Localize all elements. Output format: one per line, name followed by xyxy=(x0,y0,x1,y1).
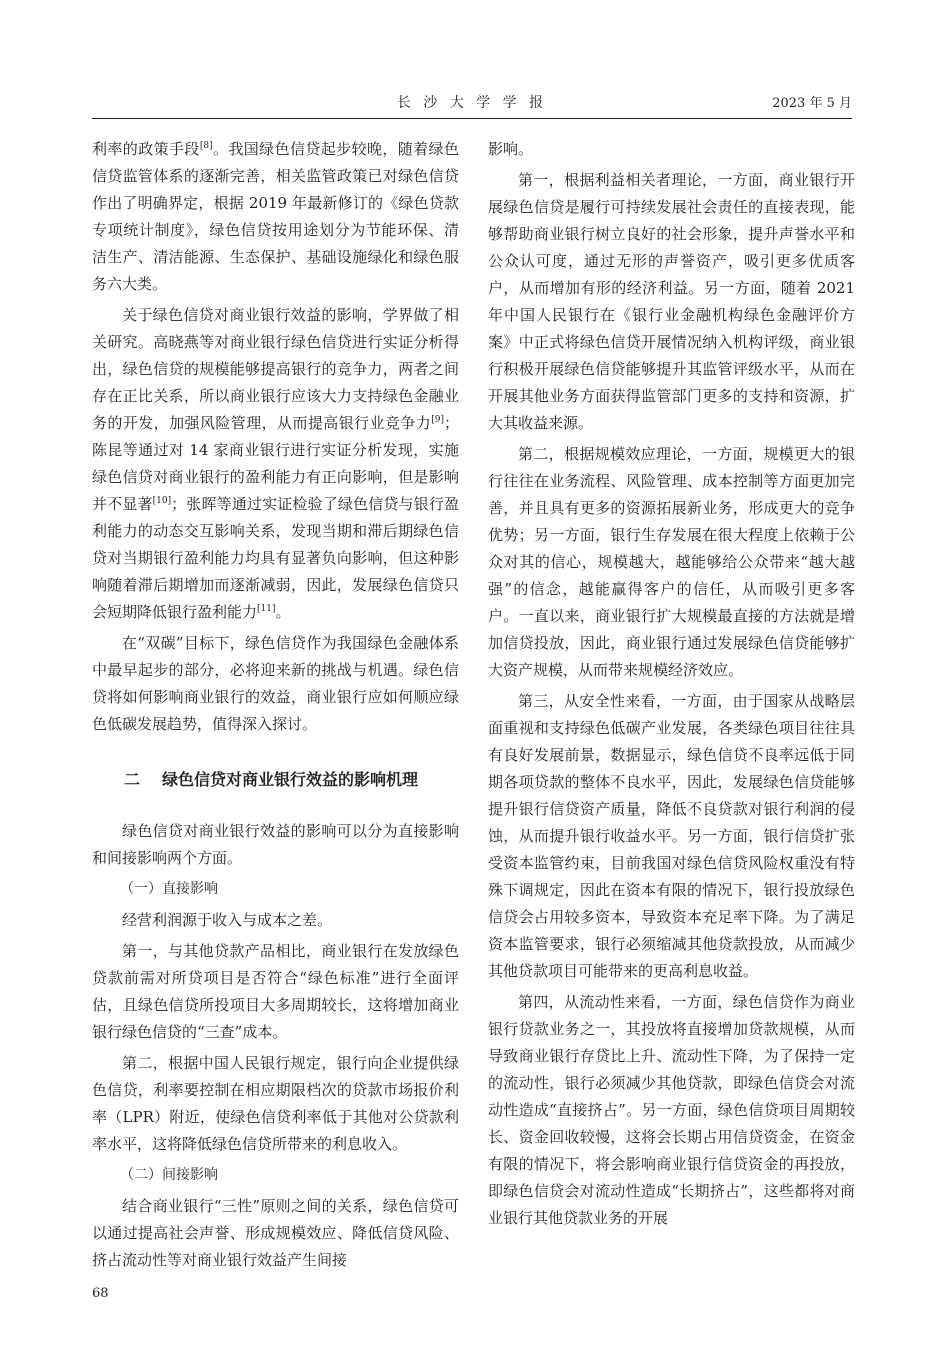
section-heading xyxy=(92,766,459,794)
issue-date: 2023 年 5 月 xyxy=(772,96,852,111)
running-header xyxy=(92,88,852,119)
subsection-heading: （一）直接影响 xyxy=(120,881,218,897)
citation-ref: [9] xyxy=(431,415,444,425)
text-run: 。我国绿色信贷起步较晚，随着绿色信贷监管体系的逐渐完善，相关监管政策已对绿色信贷作出了明确界定，根据 2019 年最新修订的《绿色贷款专项统计制度》，绿色信贷按用途划分为节能环保、清洁生产、清洁能源、生态保护、基础设施绿化和绿色服务六大类。 xyxy=(92,140,459,293)
section-number: 二 xyxy=(124,770,141,789)
paragraph: 绿色信贷对商业银行效益的影响可以分为直接影响和间接影响两个方面。 xyxy=(92,822,459,867)
right-column xyxy=(488,136,855,1236)
paragraph: 结合商业银行“三性”原则之间的关系，绿色信贷可以通过提高社会声誉、形成规模效应、降低信贷风险、挤占流动性等对商业银行效益产生间接 xyxy=(92,1197,459,1269)
paragraph xyxy=(92,136,459,298)
paragraph: 第四，从流动性来看，一方面，绿色信贷作为商业银行贷款业务之一，其投放将直接增加贷款规模，从而导致商业银行存贷比上升、流动性下降，为了保持一定的流动性，银行必须减少其他贷款，即绿色信贷会对流动性造成“直接挤占”。另一方面，绿色信贷项目周期较长、资金回收较慢，这将会长期占用信贷资金，在资金有限的情况下，将会影响商业银行信贷资金的再投放，即绿色信贷会对流动性造成“长期挤占”，这些都将对商业银行其他贷款业务的开展 xyxy=(488,993,855,1227)
subsection-heading: （二）间接影响 xyxy=(120,1167,218,1183)
paragraph: 第二，根据规模效应理论，一方面，规模更大的银行往往在业务流程、风险管理、成本控制等方面更加完善，并且具有更多的资源拓展新业务，形成更大的竞争优势；另一方面，银行生存发展在很大程度上依赖于公众对其的信心，规模越大，越能够给公众带来“越大越强”的信念，越能赢得客户的信任，从而吸引更多客户。一直以来，商业银行扩大规模最直接的方法就是增加信贷投放，因此，商业银行通过发展绿色信贷能够扩大资产规模，从而带来规模经济效应。 xyxy=(488,445,855,679)
citation-ref: [8] xyxy=(199,141,213,151)
paragraph: 影响。 xyxy=(488,140,534,158)
paragraph: 第三，从安全性来看，一方面，由于国家从战略层面重视和支持绿色低碳产业发展，各类绿色项目往往具有良好发展前景，数据显示，绿色信贷不良率远低于同期各项贷款的整体不良水平，因此，发展绿色信贷能够提升银行信贷资产质量，降低不良贷款对银行利润的侵蚀，从而提升银行收益水平。另一方面，银行信贷扩张受资本监管约束，目前我国对绿色信贷风险权重没有特殊下调规定，因此在资本有限的情况下，银行投放绿色信贷会占用较多资本，导致资本充足率下降。为了满足资本监管要求，银行必须缩减其他贷款投放，从而减少其他贷款项目可能带来的更高利息收益。 xyxy=(488,692,855,980)
journal-title: 长 沙 大 学 学 报 xyxy=(396,95,548,111)
citation-ref: [10] xyxy=(152,496,172,506)
paragraph xyxy=(92,302,459,626)
text-run: ；陈昆等通过对 14 家商业银行进行实证分析发现，实施绿色信贷对商业银行的盈利能力有正向影响，但是影响并不显著 xyxy=(92,414,459,513)
text-run: 利率的政策手段 xyxy=(92,140,200,158)
citation-ref: [11] xyxy=(257,604,276,614)
text-run: ；张晖等通过实证检验了绿色信贷与银行盈利能力的动态交互影响关系，发现当期和滞后期绿色信贷对当期银行盈利能力均具有显著负向影响，但这种影响随着滞后期增加而逐渐减弱，因此，发展绿色信贷只会短期降低银行盈利能力 xyxy=(92,495,459,621)
text-run: 。 xyxy=(275,603,291,621)
paragraph: 在“双碳”目标下，绿色信贷作为我国绿色金融体系中最早起步的部分，必将迎来新的挑战与机遇。绿色信贷将如何影响商业银行的效益，商业银行应如何顺应绿色低碳发展趋势，值得深入探讨。 xyxy=(92,634,459,733)
paragraph: 第一，根据利益相关者理论，一方面，商业银行开展绿色信贷是履行可持续发展社会责任的直接表现，能够帮助商业银行树立良好的社会形象，提升声誉水平和公众认可度，通过无形的声誉资产，吸引更多优质客户，从而增加有形的经济利益。另一方面，随着 2021 年中国人民银行在《银行业金融机构绿色金融评价方案》中正式将绿色信贷开展情况纳入机构评级，商业银行积极开展绿色信贷能够提升其监管评级水平，从而在开展其他业务方面获得监管部门更多的支持和资源，扩大其收益来源。 xyxy=(488,171,855,432)
page-number: 68 xyxy=(92,1286,109,1301)
section-title-text: 绿色信贷对商业银行效益的影响机理 xyxy=(162,770,419,789)
text-run: 关于绿色信贷对商业银行效益的影响，学界做了相关研究。高晓燕等对商业银行绿色信贷进行实证分析得出，绿色信贷的规模能够提高银行的竞争力，两者之间存在正比关系，所以商业银行应该大力支持绿色金融业务的开发，加强风险管理，从而提高银行业竞争力 xyxy=(92,306,459,432)
paragraph: 第二，根据中国人民银行规定，银行向企业提供绿色信贷，利率要控制在相应期限档次的贷款市场报价利率（LPR）附近，使绿色信贷利率低于其他对公贷款利率水平，这将降低绿色信贷所带来的利息收入。 xyxy=(92,1054,459,1153)
paragraph: 第一，与其他贷款产品相比，商业银行在发放绿色贷款前需对所贷项目是否符合“绿色标准”进行全面评估，且绿色信贷所投项目大多周期较长，这将增加商业银行绿色信贷的“三查”成本。 xyxy=(92,942,459,1041)
left-column xyxy=(92,136,459,1278)
paragraph: 经营利润源于收入与成本之差。 xyxy=(122,911,333,929)
